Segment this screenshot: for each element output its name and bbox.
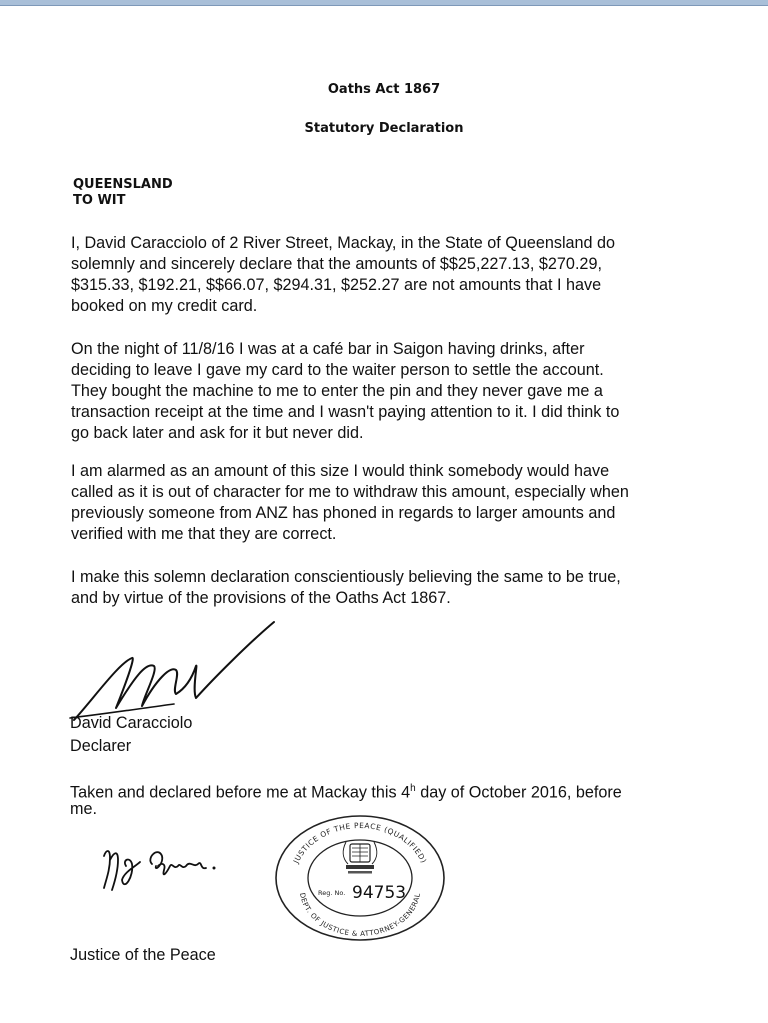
seal-reg-label: Reg. No. bbox=[318, 889, 346, 897]
justice-signature bbox=[96, 836, 246, 898]
seal-text-bottom: DEPT. OF JUSTICE & ATTORNEY-GENERAL bbox=[298, 892, 422, 939]
declarer-role: Declarer bbox=[70, 737, 132, 755]
paragraph-line: They bought the machine to me to enter the pin and they never gave me a bbox=[71, 382, 603, 400]
justice-seal-stamp bbox=[272, 812, 448, 942]
paragraph-line: deciding to leave I gave my card to the waiter person to settle the account. bbox=[71, 361, 604, 379]
queensland-crest-icon bbox=[343, 842, 377, 874]
paragraph-line: verified with me that they are correct. bbox=[71, 525, 337, 543]
paragraph-line: and by virtue of the provisions of the Oaths Act 1867. bbox=[71, 589, 451, 607]
paragraph-line: solemnly and sincerely declare that the amounts of $$25,227.13, $270.29, bbox=[71, 255, 602, 273]
taken-before-text-end: day of October 2016, before bbox=[415, 783, 622, 802]
paragraph-line: $315.33, $192.21, $$66.07, $294.31, $252.27 are not amounts that I have bbox=[71, 276, 602, 294]
taken-before-text: Taken and declared before me at Mackay this 4 bbox=[70, 783, 411, 802]
paragraph-line: transaction receipt at the time and I wasn't paying attention to it. I did think to bbox=[71, 403, 620, 421]
act-title: Oaths Act 1867 bbox=[327, 82, 441, 97]
declarer-name: David Caracciolo bbox=[70, 714, 193, 732]
paragraph-line: go back later and ask for it but never did. bbox=[71, 424, 364, 442]
day-suffix: h bbox=[410, 783, 416, 794]
paragraph-line: I make this solemn declaration conscientiously believing the same to be true, bbox=[71, 568, 621, 586]
paragraph-line: booked on my credit card. bbox=[71, 297, 258, 315]
taken-before-line-2: me. bbox=[70, 800, 97, 818]
paragraph-line: I am alarmed as an amount of this size I would think somebody would have bbox=[71, 462, 610, 480]
seal-reg-number: 94753 bbox=[352, 883, 407, 903]
to-wit-heading: TO WIT bbox=[73, 193, 126, 208]
document-title: Statutory Declaration bbox=[304, 121, 464, 136]
seal-text-top: JUSTICE OF THE PEACE (QUALIFIED) bbox=[291, 820, 429, 865]
paragraph-declaration bbox=[71, 233, 701, 317]
witness-role: Justice of the Peace bbox=[70, 946, 216, 964]
paragraph-line: called as it is out of character for me to withdraw this amount, especially when bbox=[71, 483, 629, 501]
paragraph-concern bbox=[71, 461, 701, 545]
paragraph-line: I, David Caracciolo of 2 River Street, Mackay, in the State of Queensland do bbox=[71, 234, 616, 252]
paragraph-line: previously someone from ANZ has phoned in regards to larger amounts and bbox=[71, 504, 616, 522]
taken-before-line bbox=[70, 778, 710, 803]
paragraph-solemn-declaration bbox=[71, 567, 701, 609]
declarer-signature bbox=[64, 618, 284, 728]
paragraph-line: On the night of 11/8/16 I was at a café bar in Saigon having drinks, after bbox=[71, 340, 585, 358]
state-heading: QUEENSLAND bbox=[73, 177, 173, 192]
paragraph-incident bbox=[71, 339, 701, 444]
